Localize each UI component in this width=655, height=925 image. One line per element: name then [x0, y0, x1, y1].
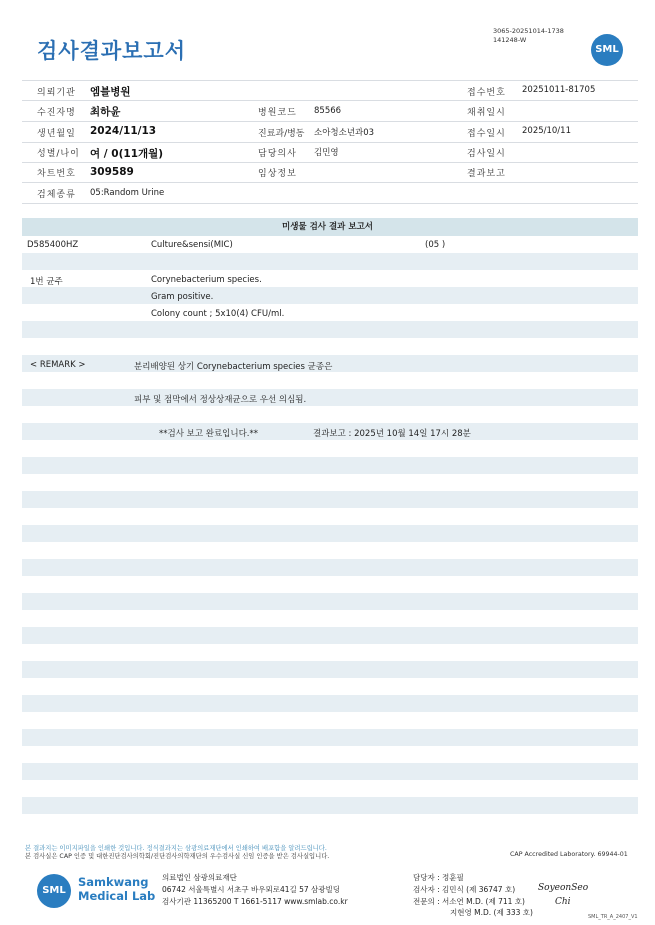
print-notice: 본 결과지는 이미지파일을 인쇄한 것입니다. 정식결과지는 삼광의료재단에서 인쇄하여 배포함을 알려드립니다. — [25, 845, 327, 852]
divider — [22, 142, 638, 143]
receipt-date-label: 접수일시 — [467, 129, 506, 139]
specimen-type-label: 검체종류 — [37, 190, 76, 200]
specialist-1: 전문의 : 서소연 M.D. (제 711 호) — [413, 897, 525, 906]
org-name: 의료법인 삼광의료재단 — [162, 873, 237, 882]
logo-name-line2: Medical Lab — [78, 889, 156, 903]
divider — [22, 203, 638, 204]
sex-age-label: 성별/나이 — [37, 149, 80, 159]
specialist-2: 지현영 M.D. (제 333 호) — [450, 908, 533, 917]
doctor-label: 담당의사 — [258, 149, 297, 159]
company-logo-text — [78, 875, 155, 903]
institution-info: 검사기관 11365200 T 1661-5117 www.smlab.co.kr — [162, 897, 348, 906]
logo-name-line1: Samkwang — [78, 875, 149, 889]
department-value: 소아청소년과03 — [314, 128, 375, 138]
receipt-no-label: 접수번호 — [467, 88, 506, 98]
row-band — [22, 457, 638, 474]
chart-no-value: 309589 — [90, 166, 134, 178]
divider — [22, 80, 638, 81]
remark-line-2: 피부 및 점막에서 정상상재균으로 우선 의심됨. — [134, 395, 307, 405]
test-name: Culture&sensi(MIC) — [151, 240, 233, 250]
colony-count: Colony count ; 5x10(4) CFU/ml. — [151, 309, 285, 319]
document-id-line2: 141248-W — [493, 36, 527, 44]
row-band — [22, 559, 638, 576]
certification-note: 본 검사실은 CAP 인증 및 대한진단검사의학회/진단검사의학재단의 우수검사실 신임 인증을 받은 검사실입니다. — [25, 853, 330, 860]
divider — [22, 182, 638, 183]
birth-date-label: 생년월일 — [37, 129, 76, 139]
chart-no-label: 차트번호 — [37, 169, 76, 179]
doctor-value: 김민영 — [314, 148, 339, 158]
organism-name: Corynebacterium species. — [151, 275, 262, 285]
row-band — [22, 695, 638, 712]
specimen-type-value: 05:Random Urine — [90, 188, 165, 198]
receipt-date-value: 2025/10/11 — [522, 126, 571, 136]
document-id — [493, 27, 564, 45]
birth-date-value: 2024/11/13 — [90, 125, 157, 137]
divider — [22, 100, 638, 101]
row-band — [22, 253, 638, 270]
staff-in-charge: 담당자 : 정훈필 — [413, 873, 464, 882]
examiner: 검사자 : 김민식 (제 36747 호) — [413, 885, 516, 894]
hospital-code-label: 병원코드 — [258, 108, 297, 118]
completion-note: **검사 보고 완료입니다.** — [159, 429, 259, 439]
document-id-line1: 3065-20251014-1738 — [493, 27, 564, 35]
row-band — [22, 797, 638, 814]
signature-1: SoyeonSeo — [538, 883, 589, 893]
gram-stain: Gram positive. — [151, 292, 214, 302]
patient-name-label: 수진자명 — [37, 108, 76, 118]
test-seq: (05 ) — [425, 240, 446, 250]
result-report-label: 결과보고 — [467, 169, 506, 179]
isolate-label: 1번 균주 — [30, 277, 63, 287]
row-band — [22, 661, 638, 678]
sml-logo: SML — [591, 34, 623, 66]
signature-2: Chi — [555, 897, 571, 907]
patient-name-value: 최하윤 — [90, 106, 121, 118]
remark-line-1: 분리배양된 상기 Corynebacterium species 균종은 — [134, 362, 333, 372]
form-version: SML_TR_A_2407_V1 — [588, 914, 638, 920]
department-label: 진료과/병동 — [258, 129, 305, 139]
row-band — [22, 321, 638, 338]
row-band — [22, 389, 638, 406]
ordering-institution-value: 엠블병원 — [90, 86, 131, 98]
page-title: 검사결과보고서 — [37, 39, 187, 63]
collection-datetime-label: 채취일시 — [467, 108, 506, 118]
cap-accreditation: CAP Accredited Laboratory. 69944-01 — [510, 851, 628, 858]
sex-age-value: 여 / 0(11개월) — [90, 148, 164, 160]
clinical-info-label: 임상정보 — [258, 169, 297, 179]
remark-label: < REMARK > — [30, 360, 86, 370]
result-report-datetime: 결과보고 : 2025년 10월 14일 17시 28분 — [313, 429, 471, 439]
row-band — [22, 763, 638, 780]
ordering-institution-label: 의뢰기관 — [37, 88, 76, 98]
sml-logo-icon: SML — [37, 874, 71, 908]
divider — [22, 162, 638, 163]
row-band — [22, 593, 638, 610]
test-code: D585400HZ — [27, 240, 79, 250]
section-title: 미생물 검사 결과 보고서 — [282, 222, 373, 232]
row-band — [22, 525, 638, 542]
test-datetime-label: 검사일시 — [467, 149, 506, 159]
hospital-code-value: 85566 — [314, 106, 342, 116]
row-band — [22, 491, 638, 508]
org-address: 06742 서울특별시 서초구 바우뫼로41길 57 삼광빌딩 — [162, 885, 341, 894]
row-band — [22, 287, 638, 304]
row-band — [22, 627, 638, 644]
receipt-no-value: 20251011-81705 — [522, 85, 596, 95]
divider — [22, 121, 638, 122]
row-band — [22, 729, 638, 746]
